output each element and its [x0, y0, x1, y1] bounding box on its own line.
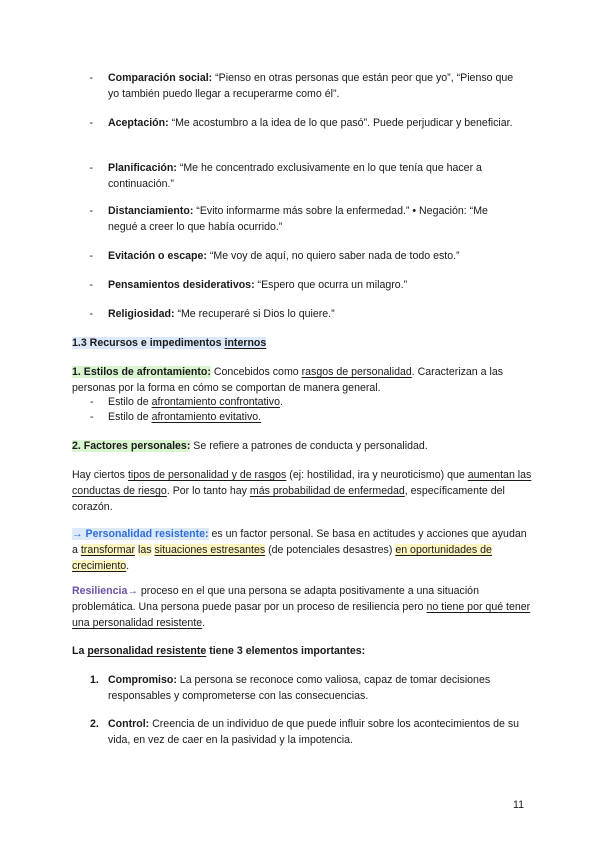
- term: Compromiso:: [108, 674, 177, 686]
- description: “Pienso en otras personas que están peor que yo”, “Pienso que yo también puedo llegar a recuperarme como él”.: [108, 72, 514, 100]
- underlined-text: afrontamiento confrontativo: [151, 396, 280, 408]
- paragraph-resistente: [72, 526, 532, 574]
- underlined-text: más probabilidad de enfermedad: [249, 485, 405, 497]
- list-item: [90, 394, 520, 410]
- term: Evitación o escape:: [108, 250, 207, 262]
- highlighted-text: las: [137, 544, 152, 556]
- underlined-text: en oportunidades de crecimiento: [72, 544, 492, 572]
- dash-bullet: -: [89, 279, 94, 291]
- underlined-text: afrontamiento evitativo.: [151, 411, 262, 423]
- term: Aceptación:: [108, 117, 169, 129]
- text-span: tiene 3 elementos importantes:: [206, 645, 366, 657]
- numbered-item: [72, 672, 532, 704]
- text-span: Se refiere a patrones de conducta y personalidad.: [190, 440, 428, 452]
- elements-heading: [72, 643, 532, 659]
- term: Control:: [108, 718, 150, 730]
- text-span: Estilo de: [108, 411, 152, 423]
- text-span: Estilo de: [108, 396, 152, 408]
- text-span: proceso en el que una persona se adapta positivamente a una situación problemática. Una persona puede pasar por un proceso de resiliencia pero: [72, 585, 479, 613]
- text-span: (ej: hostilidad, ira y neuroticismo) que: [286, 469, 468, 481]
- dash-bullet: -: [90, 411, 94, 423]
- list-item: [90, 70, 520, 102]
- list-item: [90, 277, 520, 293]
- item-number: 1.: [90, 674, 99, 686]
- description: “Evito informarme más sobre la enfermedad.” • Negación: “Me negué a creer lo que había ocurrido.”: [108, 205, 488, 233]
- numbered-item: [72, 716, 532, 748]
- list-item: [90, 203, 520, 235]
- text-span: . Caracterizan a las personas por la forma en cómo se comportan de manera general.: [72, 366, 504, 394]
- text-span: . Por lo tanto hay: [166, 485, 250, 497]
- term: Comparación social:: [108, 72, 213, 84]
- underlined-text: no tiene por qué tener una personalidad resistente: [72, 601, 531, 629]
- paragraph-tipos: [72, 467, 532, 515]
- text-span: es un factor personal. Se basa en actitudes y acciones que ayudan a: [72, 528, 527, 556]
- paragraph-label: 1. Estilos de afrontamiento:: [72, 366, 211, 378]
- underlined-text: transformar: [80, 544, 136, 556]
- section-heading: [72, 335, 532, 351]
- text-span: , específicamente del corazón.: [72, 485, 505, 513]
- page-number: 11: [513, 799, 524, 811]
- description: Creencia de un individuo de que puede influir sobre los acontecimientos de su vida, en vez de caer en la pasividad y la impotencia.: [108, 718, 520, 746]
- paragraph-label: → Personalidad resistente:: [72, 528, 209, 540]
- underlined-text: rasgos de personalidad: [301, 366, 412, 378]
- text-span: Concebidos como: [210, 366, 302, 378]
- underlined-text: tipos de personalidad y de rasgos: [127, 469, 287, 481]
- paragraph-factores: [72, 438, 532, 454]
- list-item: [90, 409, 520, 425]
- list-item: [90, 115, 520, 131]
- text-span: (de potenciales desastres): [265, 544, 396, 556]
- description: “Espero que ocurra un milagro.”: [254, 279, 408, 291]
- text-span: .: [202, 617, 206, 629]
- description: “Me acostumbro a la idea de lo que pasó”. Puede perjudicar y beneficiar.: [168, 117, 513, 129]
- paragraph-label: Resiliencia→: [72, 585, 138, 597]
- dash-bullet: -: [89, 162, 94, 174]
- paragraph-resiliencia: [72, 583, 532, 631]
- text-span: La: [72, 645, 88, 657]
- section-heading-text: 1.3 Recursos e impedimentos: [72, 337, 225, 349]
- paragraph-label: 2. Factores personales:: [72, 440, 191, 452]
- text-span: .: [279, 396, 283, 408]
- text-span: .: [126, 560, 130, 572]
- description: “Me voy de aquí, no quiero saber nada de todo esto.”: [206, 250, 460, 262]
- section-heading-underlined: internos: [224, 337, 267, 349]
- dash-bullet: -: [89, 250, 94, 262]
- term: Religiosidad:: [108, 308, 175, 320]
- dash-bullet: -: [90, 396, 94, 408]
- description: “Me he concentrado exclusivamente en lo que tenía que hacer a continuación.”: [108, 162, 482, 190]
- underlined-text: situaciones estresantes: [154, 544, 266, 556]
- dash-bullet: -: [89, 308, 94, 320]
- list-item: [90, 248, 520, 264]
- list-item: [90, 160, 520, 192]
- underlined-text: personalidad resistente: [87, 645, 207, 657]
- dash-bullet: -: [89, 205, 94, 217]
- paragraph-estilos: [72, 364, 532, 396]
- list-item: [90, 306, 520, 322]
- term: Pensamientos desiderativos:: [108, 279, 255, 291]
- text-span: Hay ciertos: [72, 469, 128, 481]
- item-number: 2.: [90, 718, 99, 730]
- description: La persona se reconoce como valiosa, capaz de tomar decisiones responsables y comprometerse con las consecuencias.: [108, 674, 491, 702]
- dash-bullet: -: [89, 72, 94, 84]
- dash-bullet: -: [89, 117, 94, 129]
- description: “Me recuperaré si Dios lo quiere.”: [174, 308, 335, 320]
- term: Distanciamiento:: [108, 205, 194, 217]
- term: Planificación:: [108, 162, 177, 174]
- underlined-text: aumentan las conductas de riesgo: [72, 469, 532, 497]
